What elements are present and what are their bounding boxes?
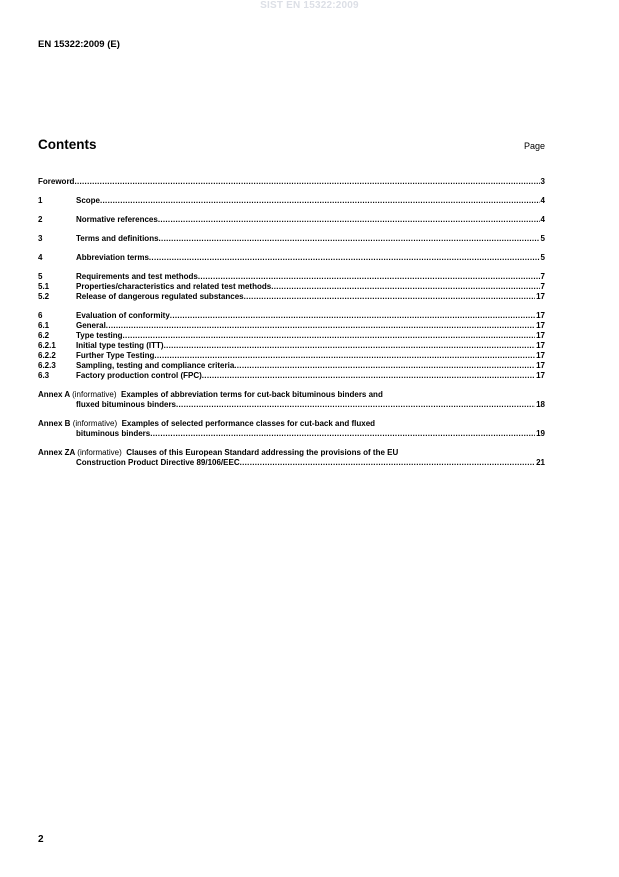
toc-entry-title: Initial type testing (ITT) <box>76 341 164 350</box>
toc-entry-page: 7 <box>540 282 545 291</box>
toc-entry-page: 17 <box>536 292 545 301</box>
toc-entry-title: Requirements and test methods <box>76 272 198 281</box>
annex-title-line1: Examples of abbreviation terms for cut-back bituminous binders and <box>121 390 383 399</box>
toc-entry-page: 4 <box>540 215 545 224</box>
leader-dots <box>100 196 540 206</box>
toc-entry-page: 17 <box>536 311 545 320</box>
annex-title-line1: Clauses of this European Standard addressing the provisions of the EU <box>126 448 399 457</box>
leader-dots <box>149 253 540 263</box>
toc-entry-sampling[interactable] <box>38 361 545 371</box>
annex-type: (informative) <box>77 448 122 457</box>
table-of-contents <box>38 177 545 468</box>
toc-entry-page: 4 <box>540 196 545 205</box>
toc-entry-title: Further Type Testing <box>76 351 155 360</box>
toc-entry-number: 2 <box>38 215 43 224</box>
leader-dots <box>271 282 539 292</box>
annex-label: Annex ZA <box>38 448 76 457</box>
toc-entry-properties[interactable] <box>38 282 545 292</box>
annex-page: 21 <box>536 458 545 467</box>
toc-entry-number: 6.2.3 <box>38 361 56 370</box>
toc-entry-requirements[interactable] <box>38 272 545 282</box>
leader-dots <box>198 272 540 282</box>
annex-title-line2: Construction Product Directive 89/106/EEC <box>76 458 240 467</box>
toc-entry-further-type-testing[interactable] <box>38 351 545 361</box>
toc-entry-page: 17 <box>536 331 545 340</box>
toc-entry-title: General <box>76 321 106 330</box>
toc-entry-page: 5 <box>540 253 545 262</box>
toc-entry-general[interactable] <box>38 321 545 331</box>
leader-dots <box>106 321 535 331</box>
toc-entry-title: Release of dangerous regulated substances <box>76 292 244 301</box>
toc-entry-normative-references[interactable] <box>38 215 545 225</box>
toc-entry-title: Normative references <box>76 215 158 224</box>
toc-entry-title: Factory production control (FPC) <box>76 371 202 380</box>
leader-dots <box>154 351 535 361</box>
toc-entry-title: Properties/characteristics and related test methods <box>76 282 272 291</box>
toc-entry-dangerous-substances[interactable] <box>38 292 545 302</box>
leader-dots <box>74 177 539 187</box>
toc-entry-number: 5 <box>38 272 43 281</box>
toc-entry-title: Sampling, testing and compliance criteria <box>76 361 235 370</box>
annex-label: Annex A <box>38 390 70 399</box>
toc-entry-number: 6.3 <box>38 371 50 380</box>
toc-entry-title: Foreword <box>38 177 75 186</box>
annex-label: Annex B <box>38 419 71 428</box>
leader-dots <box>123 331 536 341</box>
toc-entry-page: 5 <box>540 234 545 243</box>
leader-dots <box>234 361 535 371</box>
annex-type: (informative) <box>72 419 118 428</box>
toc-entry-scope[interactable] <box>38 196 545 206</box>
watermark: SIST EN 15322:2009 <box>260 0 359 11</box>
toc-annex-a[interactable] <box>38 390 545 410</box>
toc-entry-page: 17 <box>536 351 545 360</box>
toc-entry-evaluation-of-conformity[interactable] <box>38 311 545 321</box>
toc-entry-number: 6.1 <box>38 321 50 330</box>
page-column-label: Page <box>523 141 545 151</box>
toc-entry-title: Evaluation of conformity <box>76 311 170 320</box>
toc-entry-page: 7 <box>540 272 545 281</box>
annex-page: 19 <box>536 429 545 438</box>
toc-entry-type-testing[interactable] <box>38 331 545 341</box>
annex-page: 18 <box>536 400 545 409</box>
toc-entry-foreword[interactable] <box>38 177 545 187</box>
annex-type: (informative) <box>72 390 117 399</box>
toc-entry-title: Scope <box>76 196 101 205</box>
leader-dots <box>170 311 535 321</box>
toc-entry-number: 1 <box>38 196 43 205</box>
toc-entry-page: 17 <box>536 341 545 350</box>
toc-entry-number: 5.1 <box>38 282 50 291</box>
toc-entry-number: 6.2 <box>38 331 50 340</box>
leader-dots <box>202 371 535 381</box>
toc-entry-number: 5.2 <box>38 292 50 301</box>
toc-entry-abbreviation-terms[interactable] <box>38 253 545 263</box>
leader-dots <box>176 400 535 410</box>
toc-entry-number: 6.2.1 <box>38 341 56 350</box>
leader-dots <box>159 234 540 244</box>
leader-dots <box>158 215 540 225</box>
toc-entry-fpc[interactable] <box>38 371 545 381</box>
toc-annex-b[interactable] <box>38 419 545 439</box>
toc-entry-initial-type-testing[interactable] <box>38 341 545 351</box>
toc-entry-number: 4 <box>38 253 43 262</box>
contents-title: Contents <box>38 137 97 152</box>
leader-dots <box>244 292 535 302</box>
toc-entry-page: 3 <box>540 177 545 186</box>
page-number: 2 <box>38 834 44 845</box>
toc-entry-title: Abbreviation terms <box>76 253 149 262</box>
toc-entry-page: 17 <box>536 371 545 380</box>
toc-entry-number: 6 <box>38 311 43 320</box>
annex-title-line2: fluxed bituminous binders <box>76 400 177 409</box>
toc-entry-title: Terms and definitions <box>76 234 159 243</box>
annex-title-line2: bituminous binders <box>76 429 151 438</box>
toc-entry-number: 3 <box>38 234 43 243</box>
annex-title-line1: Examples of selected performance classes for cut-back and fluxed <box>121 419 376 428</box>
leader-dots <box>150 429 535 439</box>
toc-entry-page: 17 <box>536 361 545 370</box>
toc-entry-title: Type testing <box>76 331 123 340</box>
toc-entry-page: 17 <box>536 321 545 330</box>
leader-dots <box>240 458 535 468</box>
toc-entry-terms-definitions[interactable] <box>38 234 545 244</box>
toc-annex-za[interactable] <box>38 448 545 468</box>
leader-dots <box>164 341 536 351</box>
document-id: EN 15322:2009 (E) <box>38 39 120 50</box>
toc-entry-number: 6.2.2 <box>38 351 56 360</box>
